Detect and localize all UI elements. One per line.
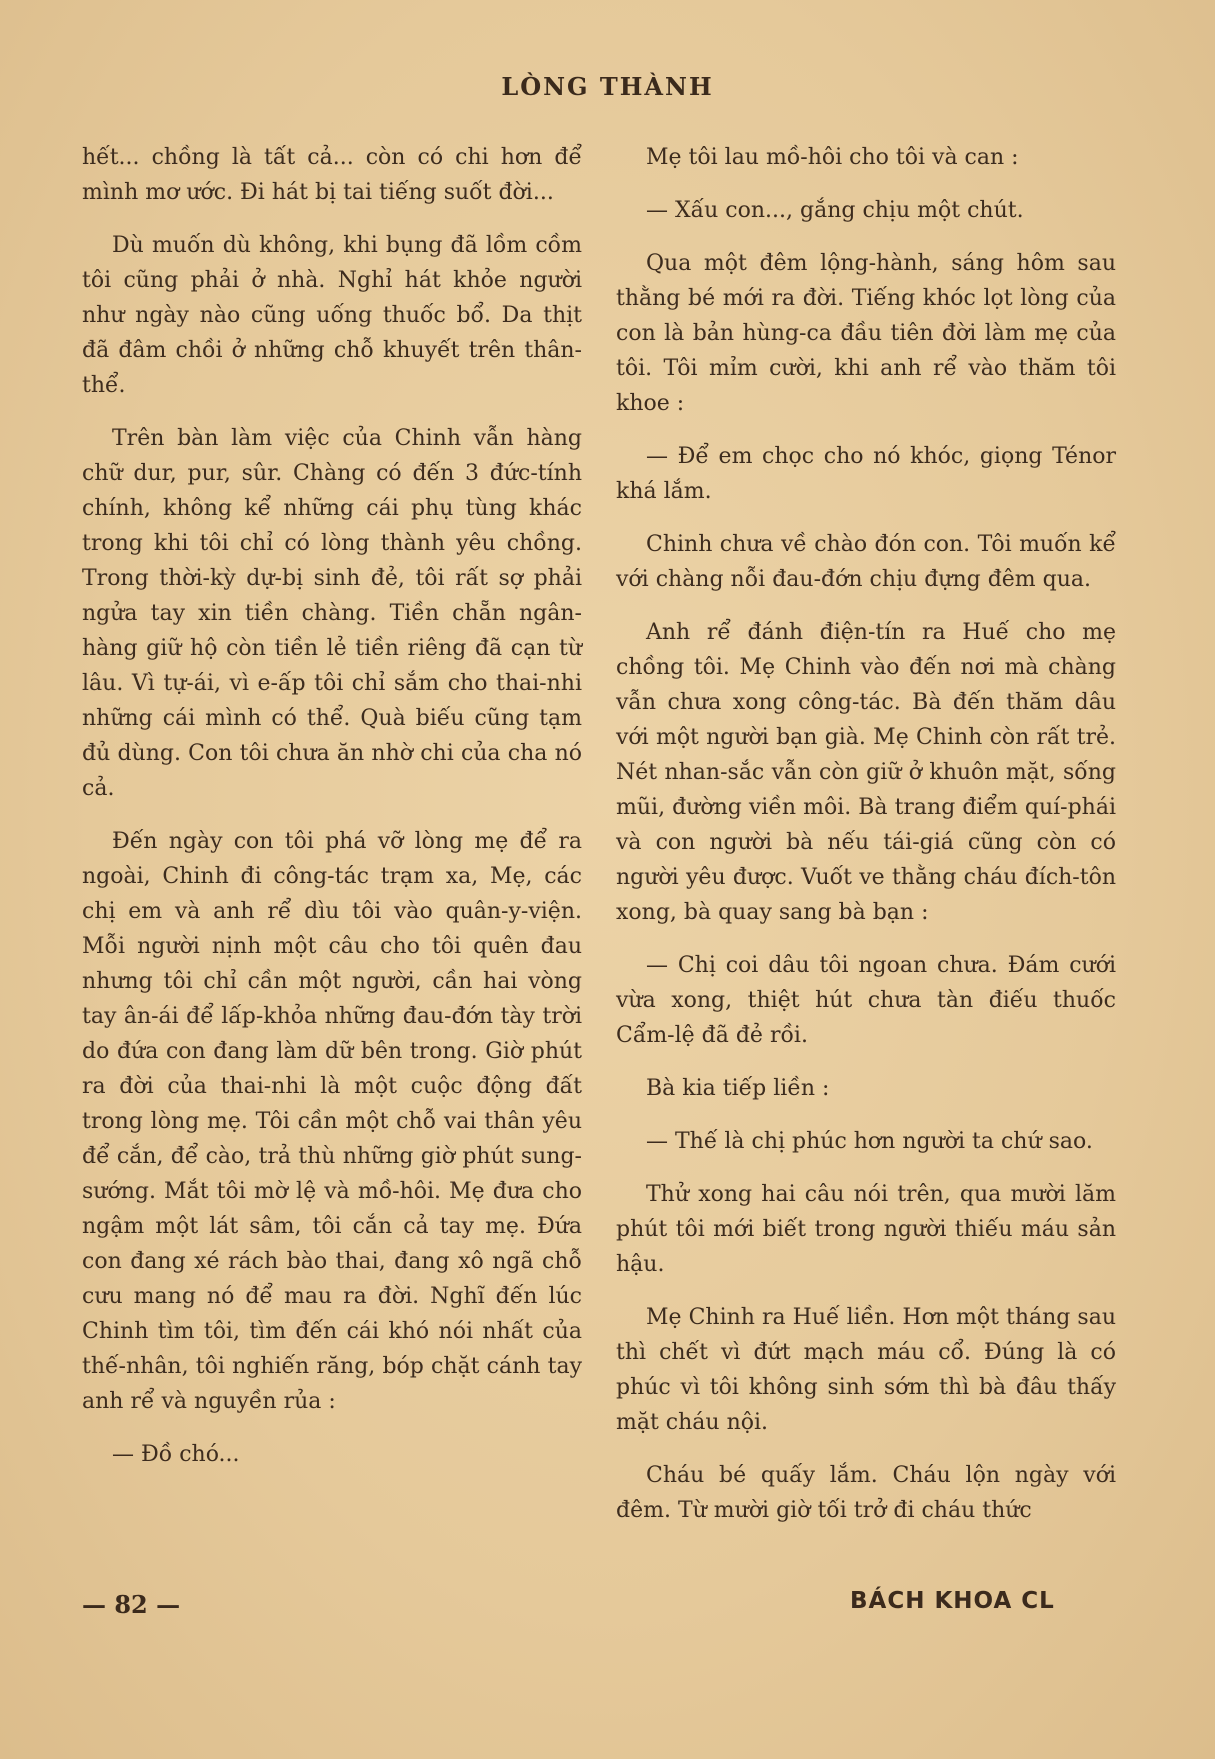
left-column <box>82 140 582 1490</box>
paragraph: Cháu bé quấy lắm. Cháu lộn ngày với đêm. Từ mười giờ tối trở đi cháu thức <box>616 1463 1116 1523</box>
paragraph: — Xấu con..., gắng chịu một chút. <box>646 198 1024 223</box>
paragraph: Trên bàn làm việc của Chinh vẫn hàng chữ dur, pur, sûr. Chàng có đến 3 đức-tính chính, không kể những cái phụ tùng khác trong khi tôi chỉ có lòng thành yêu chồng. Trong thời-kỳ dự-bị sinh đẻ, tôi rất sợ phải ngửa tay xin tiền chàng. Tiền chẵn ngân-hàng giữ hộ còn tiền lẻ tiền riêng đã cạn từ lâu. Vì tự-ái, vì e-ấp tôi chỉ sắm cho thai-nhi những cái mình có thể. Quà biếu cũng tạm đủ dùng. Con tôi chưa ăn nhờ chi của cha nó cả. <box>82 426 582 801</box>
paragraph: Mẹ tôi lau mồ-hôi cho tôi và can : <box>646 145 1019 170</box>
paragraph: — Chị coi dâu tôi ngoan chưa. Đám cưới vừa xong, thiệt hút chưa tàn điếu thuốc Cẩm-lệ đã đẻ rồi. <box>616 953 1116 1048</box>
paragraph: Chinh chưa về chào đón con. Tôi muốn kể với chàng nỗi đau-đớn chịu đựng đêm qua. <box>616 532 1116 592</box>
paragraph: — Đồ chó... <box>112 1442 240 1467</box>
paragraph: — Thế là chị phúc hơn người ta chứ sao. <box>646 1129 1093 1154</box>
paragraph: Thử xong hai câu nói trên, qua mười lăm phút tôi mới biết trong người thiếu máu sản hậu. <box>616 1182 1116 1277</box>
paragraph: Đến ngày con tôi phá vỡ lòng mẹ để ra ngoài, Chinh đi công-tác trạm xa, Mẹ, các chị em và anh rể dìu tôi vào quân-y-viện. Mỗi người nịnh một câu cho tôi quên đau nhưng tôi chỉ cần một người, cần hai vòng tay ân-ái để lấp-khỏa những đau-đớn tày trời do đứa con đang làm dữ bên trong. Giờ phút ra đời của thai-nhi là một cuộc động đất trong lòng mẹ. Tôi cần một chỗ vai thân yêu để cắn, để cào, trả thù những giờ phút sung-sướng. Mắt tôi mờ lệ và mồ-hôi. Mẹ đưa cho ngậm một lát sâm, tôi cắn cả tay mẹ. Đứa con đang xé rách bào thai, đang xô ngã chỗ cưu mang nó để mau ra đời. Nghĩ đến lúc Chinh tìm tôi, tìm đến cái khó nói nhất của thế-nhân, tôi nghiến răng, bóp chặt cánh tay anh rể và nguyền rủa : <box>82 829 582 1414</box>
paragraph: — Để em chọc cho nó khóc, giọng Ténor khá lắm. <box>616 444 1116 504</box>
publication-name: BÁCH KHOA CL <box>850 1588 1055 1614</box>
paragraph: Anh rể đánh điện-tín ra Huế cho mẹ chồng tôi. Mẹ Chinh vào đến nơi mà chàng vẫn chưa xong công-tác. Bà đến thăm dâu với một người bạn già. Mẹ Chinh còn rất trẻ. Nét nhan-sắc vẫn còn giữ ở khuôn mặt, sống mũi, đường viền môi. Bà trang điểm quí-phái và con người bà nếu tái-giá cũng còn có người yêu được. Vuốt ve thằng cháu đích-tôn xong, bà quay sang bà bạn : <box>616 620 1116 925</box>
paragraph: Bà kia tiếp liền : <box>646 1076 830 1101</box>
page-number: — 82 — <box>82 1590 181 1619</box>
paragraph: Qua một đêm lộng-hành, sáng hôm sau thằng bé mới ra đời. Tiếng khóc lọt lòng của con là bản hùng-ca đầu tiên đời làm mẹ của tôi. Tôi mỉm cười, khi anh rể vào thăm tôi khoe : <box>616 251 1116 416</box>
right-column <box>616 140 1116 1546</box>
running-head-title: LÒNG THÀNH <box>501 72 714 101</box>
paragraph: Mẹ Chinh ra Huế liền. Hơn một tháng sau thì chết vì đứt mạch máu cổ. Đúng là có phúc vì tôi không sinh sớm thì bà đâu thấy mặt cháu nội. <box>616 1305 1116 1435</box>
paragraph: Dù muốn dù không, khi bụng đã lồm cồm tôi cũng phải ở nhà. Nghỉ hát khỏe người như ngày nào cũng uống thuốc bổ. Da thịt đã đâm chồi ở những chỗ khuyết trên thân-thể. <box>82 233 582 398</box>
paragraph: hết... chồng là tất cả... còn có chi hơn để mình mơ ước. Đi hát bị tai tiếng suốt đời... <box>82 145 582 205</box>
